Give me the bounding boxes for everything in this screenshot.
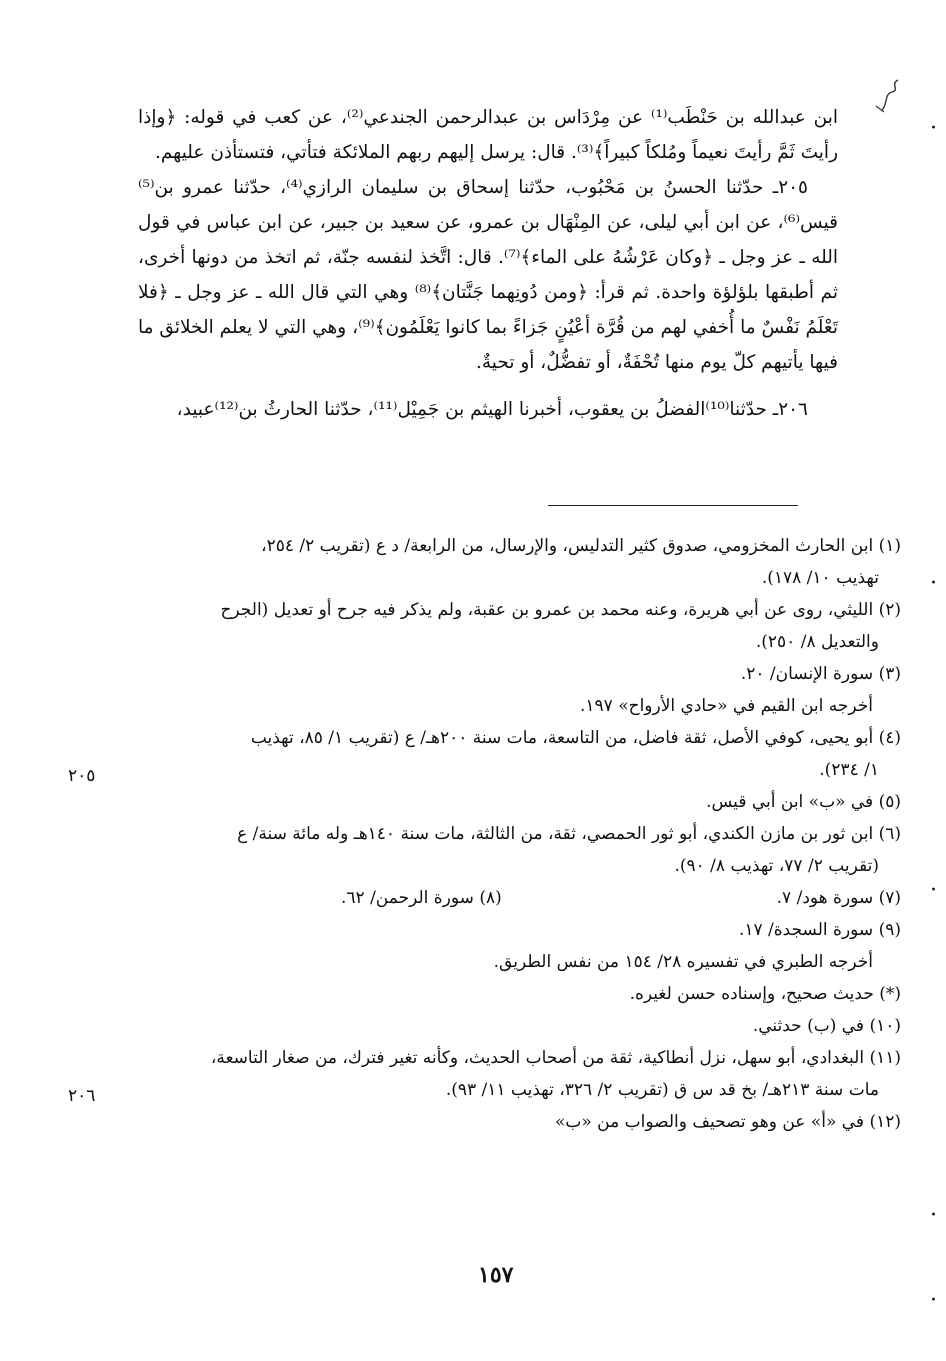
- footnote-7: (٧) سورة هود/ ٧.: [776, 888, 901, 908]
- footnote-1-cont: تهذيب ١٠/ ١٧٨).: [761, 568, 879, 588]
- footnote-separator: [548, 505, 798, 506]
- main-text: [138, 100, 838, 427]
- footnote-1: (١) ابن الحارث المخزومي، صدوق كثير التدليس، والإرسال، من الرابعة/ د ع (تقريب ٢/ ٢٥٤،: [261, 536, 901, 556]
- scan-dot-icon: ·: [930, 1288, 937, 1313]
- scan-dot-icon: ·: [930, 571, 937, 596]
- footnote-2-cont: والتعديل ٨/ ٢٥٠).: [755, 632, 879, 652]
- margin-number-206: ٢٠٦: [68, 1086, 96, 1106]
- footnote-11: (١١) البغدادي، أبو سهل، نزل أنطاكية، ثقة من أصحاب الحديث، وكأنه تغير فترك، من صغار التاسعة،: [210, 1048, 901, 1068]
- paragraph-205: ٢٠٥ـ حدّثنا الحسنُ بن مَحْبُوب، حدّثنا إسحاق بن سليمان الرازي⁽⁴⁾، حدّثنا عمرو بن⁽⁵⁾ قيس⁽⁶⁾، عن ابن أبي ليلى، عن المِنْهَال بن عمرو، عن سعيد بن جبير، عن ابن عباس في قول الله ـ عز وجل ـ ﴿وكان عَرْشُهُ على الماء﴾⁽⁷⁾. قال: اتَّخذ لنفسه جنّة، ثم اتخذ من دونها أخرى، ثم أطبقها بلؤلؤة واحدة. ثم قرأ: ﴿ومن دُونِهما جَنَّتان﴾⁽⁸⁾ وهي التي قال الله ـ عز وجل ـ ﴿فلا تَعْلَمُ نَفْسٌ ما أُخفي لهم من قُرَّة أعْيُنٍ جَزاءً بما كانوا يَعْلَمُون﴾⁽⁹⁾، وهي التي لا يعلم الخلائق ما فيها يأتيهم كلّ يوم منها تُحْفَةٌ، أو تفضُّلٌ، أو تحيةٌ.: [138, 177, 839, 373]
- footnote-6-cont: (تقريب ٢/ ٧٧، تهذيب ٨/ ٩٠).: [674, 856, 879, 876]
- handwritten-mark-icon: [870, 76, 910, 116]
- footnote-12: (١٢) في «أ» عن وهو تصحيف والصواب من «ب»: [554, 1112, 901, 1132]
- footnote-pair-7-8: [341, 882, 901, 914]
- footnote-4-cont: ١/ ٢٣٤).: [819, 760, 879, 780]
- footnote-3: (٣) سورة الإنسان/ ٢٠.: [740, 664, 901, 684]
- footnote-2: (٢) الليثي، روى عن أبي هريرة، وعنه محمد بن عمرو بن عقبة، ولم يذكر فيه جرح أو تعديل (الجرح: [220, 600, 901, 620]
- footnote-9-source: أخرجه الطبري في تفسيره ٢٨/ ١٥٤ من نفس الطريق.: [493, 952, 873, 972]
- footnote-9: (٩) سورة السجدة/ ١٧.: [738, 920, 901, 940]
- page-number: ١٥٧: [478, 1262, 514, 1288]
- margin-number-205: ٢٠٥: [68, 766, 96, 786]
- paragraph-206: ٢٠٦ـ حدّثنا⁽¹⁰⁾الفضلُ بن يعقوب، أخبرنا الهيثم بن جَمِيْل⁽¹¹⁾، حدّثنا الحارثُ بن⁽¹²⁾عبيد،: [176, 399, 808, 420]
- paragraph-opening: ابن عبدالله بن حَنْطَب⁽¹⁾ عن مِرْدَاس بن عبدالرحمن الجندعي⁽²⁾، عن كعب في قوله: ﴿وإذا رأيتَ ثَمَّ رأيتَ نعيماً ومُلكاً كبيراً﴾⁽³⁾. قال: يرسل إليهم ربهم الملائكة فتأتي، فتستأذن عليهم.: [138, 107, 838, 163]
- footnote-6: (٦) ابن ثور بن مازن الكندي، أبو ثور الحمصي، ثقة، من الثالثة، مات سنة ١٤٠هـ وله مائة سنة/ ع: [237, 824, 901, 844]
- footnote-4: (٤) أبو يحيى، كوفي الأصل، ثقة فاضل، من التاسعة، مات سنة ٢٠٠هـ/ ع (تقريب ١/ ٨٥، تهذيب: [250, 728, 901, 748]
- scan-dot-icon: ·: [930, 1203, 937, 1228]
- footnote-10: (١٠) في (ب) حدثني.: [752, 1016, 901, 1036]
- footnote-8: (٨) سورة الرحمن/ ٦٢.: [341, 888, 502, 908]
- footnote-5: (٥) في «ب» ابن أبي قيس.: [706, 792, 901, 812]
- footnotes: [131, 530, 901, 1138]
- footnote-11-cont: مات سنة ٢١٣هـ/ بخ قد س ق (تقريب ٢/ ٣٢٦، تهذيب ١١/ ٩٣).: [445, 1080, 879, 1100]
- footnote-star: (*) حديث صحيح، وإسناده حسن لغيره.: [629, 984, 901, 1004]
- scan-dot-icon: ·: [930, 116, 937, 141]
- scan-dot-icon: ·: [930, 878, 937, 903]
- footnote-3-source: أخرجه ابن القيم في «حادي الأرواح» ١٩٧.: [579, 696, 873, 716]
